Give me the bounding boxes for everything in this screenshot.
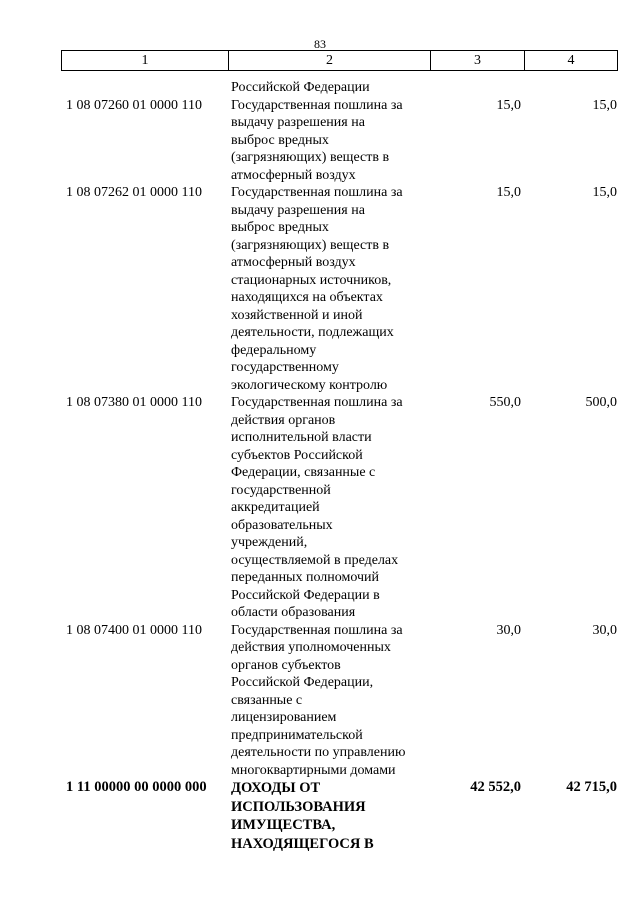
row-value-col-4: 42 715,0 xyxy=(566,779,617,795)
header-col-2: 2 xyxy=(229,51,431,70)
row-value-col-3: 15,0 xyxy=(496,185,521,200)
row-value-col-4: 15,0 xyxy=(592,185,617,200)
description-line: лицензированием xyxy=(231,710,337,725)
description-line: (загрязняющих) веществ в xyxy=(231,237,390,253)
row-code: 1 11 00000 00 0000 000 xyxy=(66,779,207,795)
description-line: органов субъектов xyxy=(231,657,341,673)
table-row xyxy=(61,394,621,622)
table-row xyxy=(61,97,621,185)
description-line: Государственная пошлина за xyxy=(231,622,403,638)
table-body xyxy=(61,79,621,853)
description-line: исполнительной власти xyxy=(231,430,372,445)
description-line: действия уполномоченных xyxy=(231,640,391,655)
row-description xyxy=(231,779,426,853)
description-line: государственному xyxy=(231,360,339,375)
description-line: области образования xyxy=(231,605,356,620)
description-line: многоквартирными домами xyxy=(231,762,396,778)
row-description xyxy=(231,622,426,780)
table-row xyxy=(61,622,621,780)
description-line: находящихся на объектах xyxy=(231,290,383,305)
description-line: экологическому контролю xyxy=(231,377,388,393)
description-line: ИСПОЛЬЗОВАНИЯ xyxy=(231,798,366,815)
description-line: хозяйственной и иной xyxy=(231,307,363,323)
row-value-col-3: 15,0 xyxy=(496,97,521,113)
row-description xyxy=(231,184,426,394)
row-value-col-3: 42 552,0 xyxy=(470,779,521,795)
description-line: атмосферный воздух xyxy=(231,255,356,270)
description-line: выброс вредных xyxy=(231,220,329,235)
description-line: стационарных источников, xyxy=(231,272,392,288)
description-line: выдачу разрешения на xyxy=(231,202,365,218)
description-line: субъектов Российской xyxy=(231,447,363,463)
description-line: учреждений, xyxy=(231,535,308,550)
description-line: Государственная пошлина за xyxy=(231,97,403,113)
description-line: предпринимательской xyxy=(231,727,363,743)
description-line: деятельности по управлению xyxy=(231,745,406,760)
description-line: Государственная пошлина за xyxy=(231,395,403,410)
description-line: Государственная пошлина за xyxy=(231,185,403,200)
description-line: выдачу разрешения на xyxy=(231,115,365,130)
description-line: выброс вредных xyxy=(231,132,329,148)
header-col-3: 3 xyxy=(431,51,525,70)
row-value-col-3: 550,0 xyxy=(489,395,521,410)
header-col-4: 4 xyxy=(567,53,575,68)
header-col-1: 1 xyxy=(62,51,229,70)
row-value-col-4: 15,0 xyxy=(592,97,617,113)
row-code: 1 08 07260 01 0000 110 xyxy=(66,97,202,113)
row-description xyxy=(231,394,426,622)
description-line: федеральному xyxy=(231,342,317,358)
table-row xyxy=(61,779,621,853)
row-description xyxy=(231,97,426,185)
description-line: деятельности, подлежащих xyxy=(231,325,394,340)
row-value-col-4: 500,0 xyxy=(585,395,617,410)
description-line: НАХОДЯЩЕГОСЯ В xyxy=(231,835,374,852)
description-line: переданных полномочий xyxy=(231,570,380,585)
description-line: (загрязняющих) веществ в xyxy=(231,150,390,165)
row-code: 1 08 07380 01 0000 110 xyxy=(66,395,202,410)
row-code: 1 08 07262 01 0000 110 xyxy=(66,185,202,200)
description-line: Российской Федерации в xyxy=(231,587,380,603)
description-line: связанные с xyxy=(231,692,303,708)
description-line: действия органов xyxy=(231,412,336,428)
row-value-col-3: 30,0 xyxy=(496,622,521,638)
description-line: Российской Федерации, xyxy=(231,675,374,690)
page-number: 83 xyxy=(314,37,326,51)
table-header xyxy=(61,50,618,71)
description-line: ИМУЩЕСТВА, xyxy=(231,817,336,833)
description-line: аккредитацией xyxy=(231,500,320,515)
continuation-text: Российской Федерации xyxy=(231,80,370,95)
table-row xyxy=(61,184,621,394)
row-code: 1 08 07400 01 0000 110 xyxy=(66,622,202,638)
description-line: образовательных xyxy=(231,517,333,533)
description-line: Федерации, связанные с xyxy=(231,465,376,480)
description-line: государственной xyxy=(231,482,331,498)
description-line: осуществляемой в пределах xyxy=(231,552,399,568)
description-line: атмосферный воздух xyxy=(231,167,356,183)
description-line: ДОХОДЫ ОТ xyxy=(231,780,321,796)
row-value-col-4: 30,0 xyxy=(592,622,617,638)
